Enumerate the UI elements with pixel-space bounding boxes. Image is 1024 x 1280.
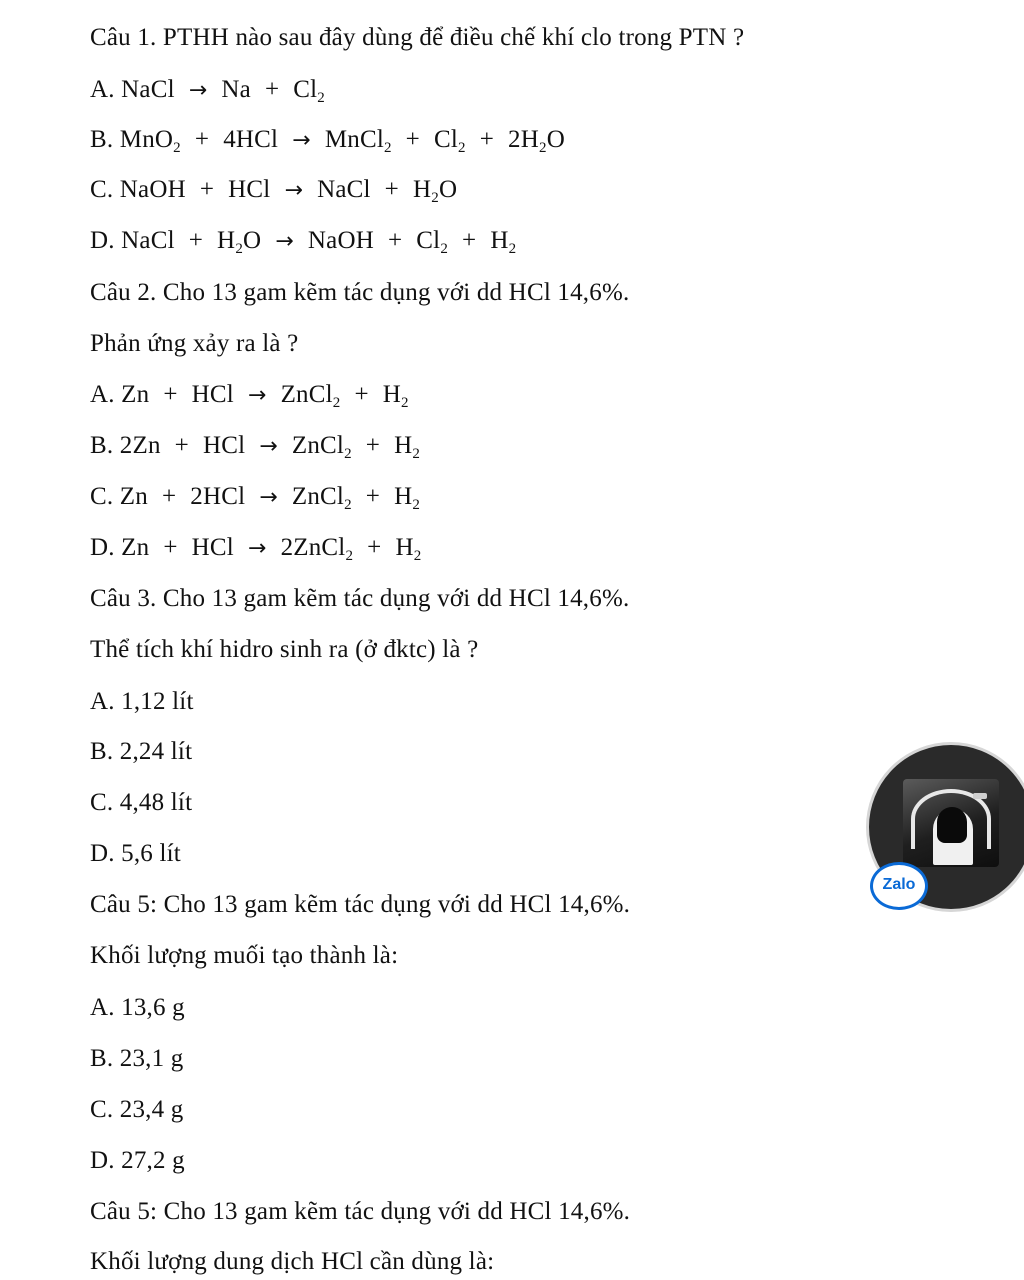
q3-title: Câu 3. Cho 13 gam kẽm tác dụng với dd HCl 14,6%.: [90, 585, 630, 612]
q2-option-a: [90, 379, 409, 412]
option-letter: A.: [90, 76, 122, 103]
plus-operator: +: [194, 126, 210, 153]
formula: NaOH: [307, 227, 374, 254]
plus-operator: +: [354, 381, 369, 408]
formula: MnO$_2$: [119, 126, 181, 156]
formula: $Cl_2$: [416, 227, 449, 257]
plus-operator: +: [365, 483, 381, 510]
q1-option-a: [90, 74, 325, 107]
q1-option-b: [90, 124, 565, 157]
q5a-option-d: D. 27,2 g: [90, 1147, 185, 1174]
formula: Zn: [121, 534, 150, 561]
formula: NaCl: [121, 227, 175, 254]
formula: $H_2$: [395, 534, 422, 564]
option-letter: B.: [90, 432, 120, 459]
formula: HCl: [191, 534, 234, 561]
chat-avatar-thumbnail: [903, 779, 999, 867]
plus-operator: +: [264, 76, 280, 103]
formula: MnCl$_2$: [324, 126, 392, 156]
plus-operator: +: [163, 534, 178, 561]
option-letter: A.: [90, 381, 122, 408]
plus-operator: +: [365, 432, 381, 459]
formula: $H_2$: [490, 227, 517, 257]
plus-operator: +: [188, 227, 204, 254]
reaction-arrow-icon: →: [247, 536, 267, 561]
q5a-option-c: C. 23,4 g: [90, 1096, 184, 1123]
reaction-arrow-icon: →: [247, 383, 267, 408]
plus-operator: +: [405, 126, 420, 153]
plus-operator: +: [163, 381, 178, 408]
formula: NaOH: [119, 176, 186, 203]
formula: $H_2$: [394, 483, 421, 513]
formula: 2ZnCl$_2$: [280, 534, 354, 564]
plus-operator: +: [199, 176, 215, 203]
formula: ZnCl$_2$: [291, 432, 352, 462]
formula: ZnCl$_2$: [280, 381, 341, 411]
q2-subtitle: Phản ứng xảy ra là ?: [90, 330, 299, 357]
formula: NaCl: [317, 176, 371, 203]
formula: $H_2$: [382, 381, 409, 411]
reaction-arrow-icon: →: [292, 128, 311, 153]
worksheet: [90, 0, 1024, 1280]
option-letter: B.: [90, 126, 120, 153]
q1-title: Câu 1. PTHH nào sau đây dùng để điều chế khí clo trong PTN ?: [90, 24, 745, 51]
formula: $H_2O$: [412, 176, 458, 206]
q3-option-b: B. 2,24 lít: [90, 738, 193, 765]
q3-option-d: D. 5,6 lít: [90, 840, 181, 867]
option-letter: C.: [90, 176, 120, 203]
formula: 2HCl: [190, 483, 246, 510]
reaction-arrow-icon: →: [259, 434, 278, 459]
formula: HCl: [191, 381, 234, 408]
plus-operator: +: [384, 176, 399, 203]
q2-option-c: [90, 481, 420, 514]
q5b-subtitle: Khối lượng dung dịch HCl cần dùng là:: [90, 1248, 495, 1275]
q2-option-b: [90, 430, 420, 463]
formula: $Cl_2$: [433, 126, 466, 156]
plus-operator: +: [161, 483, 177, 510]
formula: HCl: [202, 432, 246, 459]
thumbnail-caption-mark: [973, 793, 987, 799]
plus-operator: +: [174, 432, 189, 459]
plus-operator: +: [367, 534, 382, 561]
option-letter: D.: [90, 534, 122, 561]
q3-option-c: C. 4,48 lít: [90, 789, 193, 816]
q2-title: Câu 2. Cho 13 gam kẽm tác dụng với dd HCl 14,6%.: [90, 279, 630, 306]
zalo-chat-bubble-icon[interactable]: Zalo: [870, 862, 928, 910]
reaction-arrow-icon: →: [259, 485, 278, 510]
formula: $H_2$: [394, 432, 421, 462]
q5a-option-a: A. 13,6 g: [90, 994, 185, 1021]
formula: 2Zn: [119, 432, 161, 459]
q5a-title: Câu 5: Cho 13 gam kẽm tác dụng với dd HCl 14,6%.: [90, 891, 631, 918]
q5a-subtitle: Khối lượng muối tạo thành là:: [90, 942, 399, 969]
q1-option-d: [90, 225, 516, 258]
formula: NaCl: [121, 76, 175, 103]
plus-operator: +: [387, 227, 403, 254]
q5a-option-b: B. 23,1 g: [90, 1045, 184, 1072]
thumbnail-hair: [937, 807, 967, 843]
reaction-arrow-icon: →: [284, 178, 304, 203]
option-letter: C.: [90, 483, 120, 510]
formula: Zn: [119, 483, 148, 510]
q1-option-c: [90, 174, 457, 207]
formula: Zn: [121, 381, 150, 408]
q2-option-d: [90, 532, 421, 565]
formula: ZnCl$_2$: [291, 483, 352, 513]
q3-option-a: A. 1,12 lít: [90, 688, 194, 715]
formula: Na: [221, 76, 251, 103]
option-letter: D.: [90, 227, 122, 254]
formula: $Cl_2$: [293, 76, 325, 106]
reaction-arrow-icon: →: [188, 78, 208, 103]
q5b-title: Câu 5: Cho 13 gam kẽm tác dụng với dd HCl 14,6%.: [90, 1198, 631, 1225]
formula: $2H_2O$: [508, 126, 565, 156]
plus-operator: +: [479, 126, 495, 153]
formula: $H_2O$: [217, 227, 262, 257]
q3-subtitle: Thể tích khí hidro sinh ra (ở đktc) là ?: [90, 636, 479, 663]
formula: 4HCl: [223, 126, 279, 153]
reaction-arrow-icon: →: [275, 229, 294, 254]
formula: HCl: [228, 176, 271, 203]
plus-operator: +: [462, 227, 477, 254]
